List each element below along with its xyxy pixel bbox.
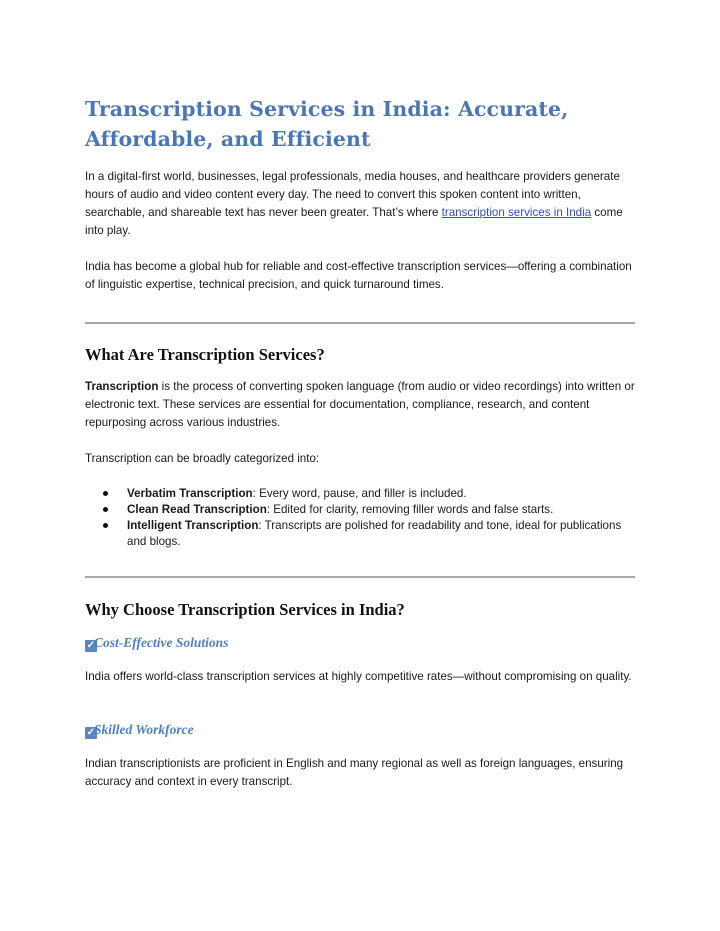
section-divider [85, 322, 635, 324]
reason-heading-workforce [85, 721, 194, 739]
type-name: Intelligent Transcription [127, 519, 259, 532]
intro-paragraph-1 [85, 168, 637, 240]
type-desc: : Transcripts are polished for readability and tone, ideal for publications and blogs. [127, 519, 622, 548]
bullet-icon [103, 507, 108, 512]
list-item [85, 518, 637, 550]
intro-paragraph-2: India has become a global hub for reliable and cost-effective transcription services—offering a combination of linguistic expertise, technical precision, and quick turnaround times. [85, 260, 632, 291]
definition-paragraph [85, 378, 637, 432]
checkmark-icon: ✓ [86, 640, 96, 651]
list-item [85, 486, 637, 502]
type-name: Clean Read Transcription [127, 503, 267, 516]
type-desc: : Every word, pause, and filler is included. [252, 487, 467, 500]
reason-text-cost: India offers world-class transcription services at highly competitive rates—without compromising on quality. [85, 670, 632, 683]
transcription-types-list [85, 486, 637, 550]
type-desc: : Edited for clarity, removing filler words and false starts. [266, 503, 554, 516]
checkmark-icon: ✓ [86, 727, 96, 738]
reason-text-workforce: Indian transcriptionists are proficient in English and many regional as well as foreign languages, ensuring accuracy and context in every transcript. [85, 757, 624, 788]
page-title: Transcription Services in India: Accurate, Affordable, and Efficient [85, 97, 569, 151]
reason-title: Cost-Effective Solutions [94, 635, 229, 650]
list-item [85, 502, 637, 518]
section-heading-why: Why Choose Transcription Services in India? [85, 600, 405, 619]
section-divider [85, 576, 635, 578]
type-name: Verbatim Transcription [127, 487, 253, 500]
reason-title: Skilled Workforce [94, 722, 194, 737]
transcription-services-link[interactable]: transcription services in India [441, 206, 592, 219]
intro-text-after: come into play. [85, 206, 623, 237]
section-heading-what: What Are Transcription Services? [85, 345, 325, 364]
reason-heading-cost [85, 634, 228, 652]
bullet-icon [103, 491, 108, 496]
intro-text-before: In a digital-first world, businesses, legal professionals, media houses, and healthcare providers generate hours of audio and video content every day. The need to convert this spoken content into written, searchable, and shareable text has never been greater. That’s where [85, 170, 620, 219]
definition-term: Transcription [85, 380, 159, 393]
definition-text: is the process of converting spoken language (from audio or video recordings) into written or electronic text. These services are essential for documentation, compliance, research, and content repurposing across various industries. [85, 380, 635, 429]
categorized-intro: Transcription can be broadly categorized into: [85, 452, 320, 465]
bullet-icon [103, 523, 108, 528]
